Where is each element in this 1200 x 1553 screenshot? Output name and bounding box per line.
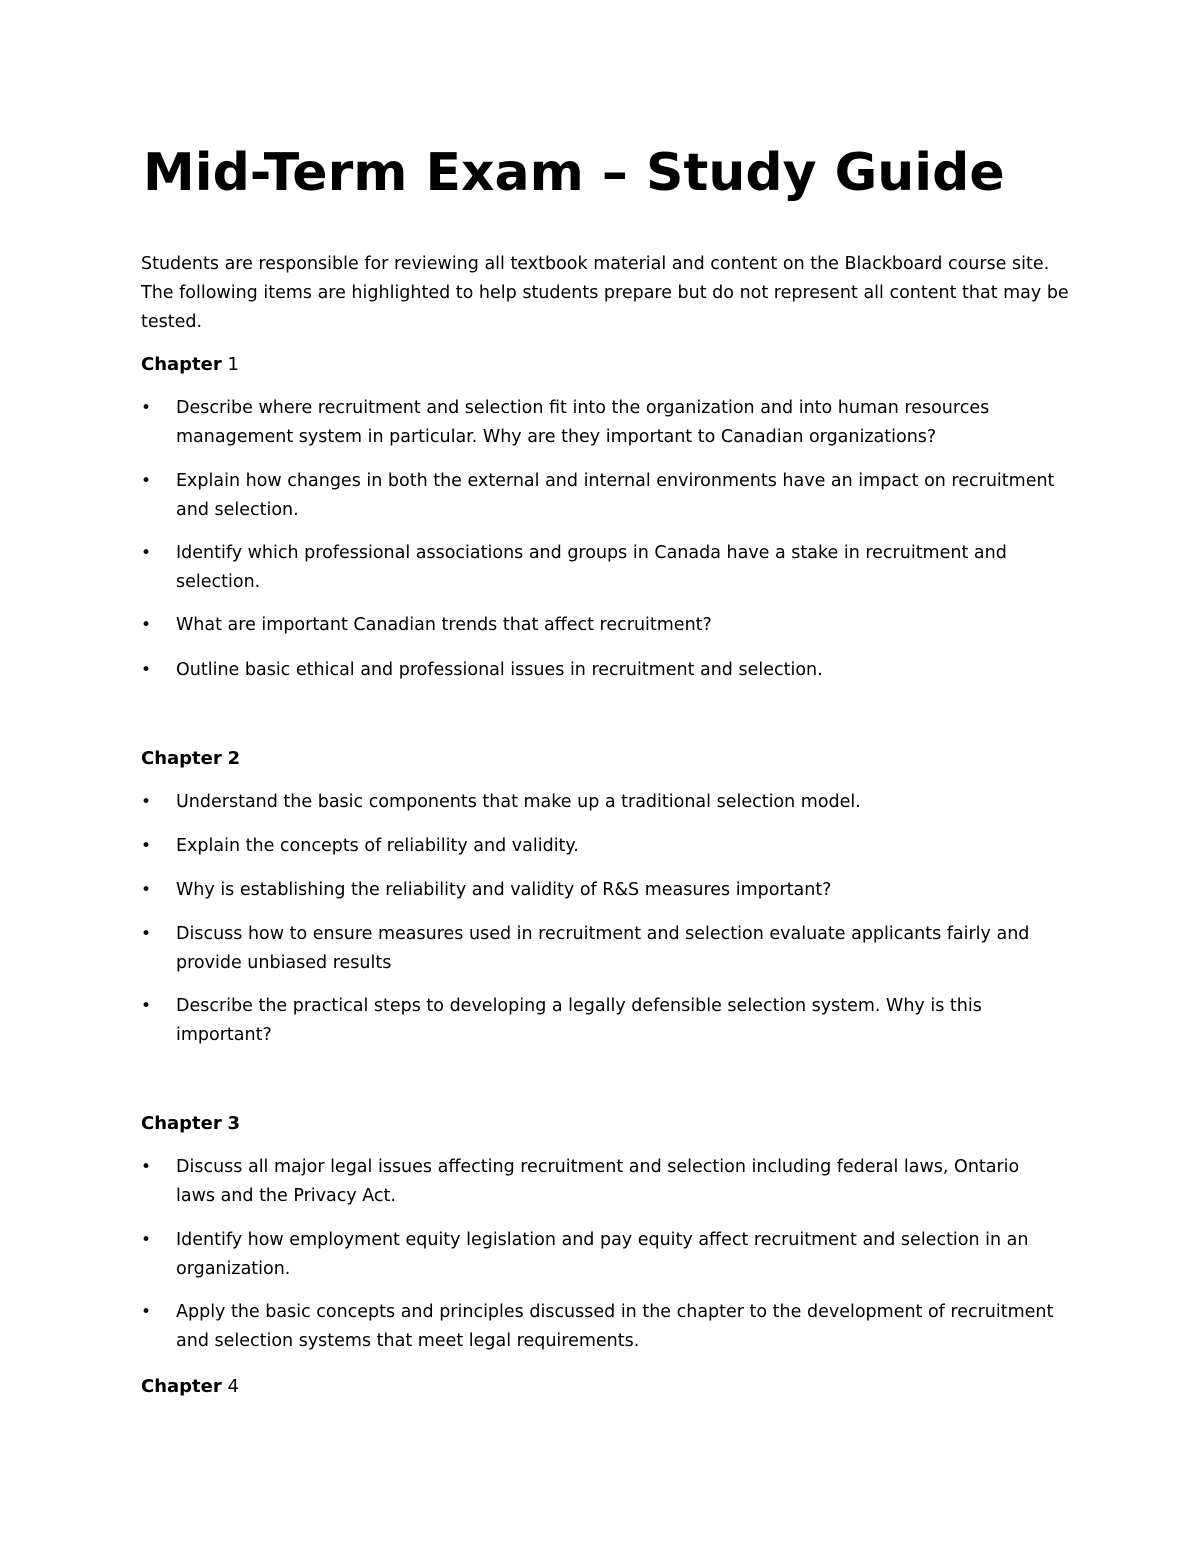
chapter-heading-3 [141,1109,240,1138]
list-item-text: Describe the practical steps to developing a legally defensible selection system. Why is this important? [176,996,982,1045]
list-item-text: Apply the basic concepts and principles discussed in the chapter to the development of recruitment and selection systems that meet legal requirements. [176,1302,1054,1351]
chapter-label: Chapter [141,748,222,769]
list-item [141,1226,1061,1284]
list-item-text: Identify how employment equity legislation and pay equity affect recruitment and selection in an organization. [176,1230,1029,1279]
list-item [141,1153,1061,1211]
bullet-icon: • [141,398,152,418]
bullet-icon: • [141,792,152,812]
bullet-icon: • [141,543,152,563]
list-item-text: Identify which professional associations and groups in Canada have a stake in recruitment and selection. [176,543,1007,592]
list-item-text: Understand the basic components that make up a traditional selection model. [176,792,861,812]
list-item [141,832,1061,861]
bullet-icon: • [141,615,152,635]
chapter-heading-4 [141,1372,239,1401]
list-item [141,467,1061,525]
chapter-number: 1 [227,354,239,375]
list-item-text: Describe where recruitment and selection fit into the organization and into human resources management system in particular. Why are they important to Canadian organizations? [176,398,990,447]
bullet-icon: • [141,1302,152,1322]
list-item-text: Discuss how to ensure measures used in recruitment and selection evaluate applicants fairly and provide unbiased results [176,924,1030,973]
list-item-text: Why is establishing the reliability and validity of R&S measures important? [176,880,832,900]
intro-paragraph: Students are responsible for reviewing all textbook material and content on the Blackboard course site. The following items are highlighted to help students prepare but do not represent all content that may be tested. [141,254,1069,332]
chapter-number: 3 [227,1113,241,1134]
list-item-text: Explain how changes in both the external and internal environments have an impact on recruitment and selection. [176,471,1055,520]
list-item [141,788,1061,817]
list-item-text: Discuss all major legal issues affecting recruitment and selection including federal laws, Ontario laws and the Privacy Act. [176,1157,1020,1206]
bullet-icon: • [141,836,152,856]
bullet-icon: • [141,880,152,900]
chapter-label: Chapter [141,1376,222,1397]
list-item [141,876,1061,905]
list-item [141,1298,1061,1356]
document-title: Mid-Term Exam – Study Guide [143,143,1005,203]
list-item-text: Explain the concepts of reliability and validity. [176,836,579,856]
bullet-icon: • [141,1230,152,1250]
chapter-heading-2 [141,744,240,773]
list-item-text: What are important Canadian trends that affect recruitment? [176,615,712,635]
list-item [141,394,1061,452]
bullet-icon: • [141,1157,152,1177]
bullet-icon: • [141,924,152,944]
bullet-icon: • [141,471,152,491]
list-item [141,992,1061,1050]
bullet-icon: • [141,660,152,680]
chapter-heading-1 [141,350,239,379]
bullet-icon: • [141,996,152,1016]
list-item [141,920,1061,978]
chapter-label: Chapter [141,354,222,375]
list-item [141,611,1061,640]
list-item [141,539,1061,597]
chapter-number: 4 [227,1376,239,1397]
chapter-label: Chapter [141,1113,222,1134]
list-item-text: Outline basic ethical and professional issues in recruitment and selection. [176,660,823,680]
chapter-number: 2 [227,748,241,769]
list-item [141,656,1061,685]
